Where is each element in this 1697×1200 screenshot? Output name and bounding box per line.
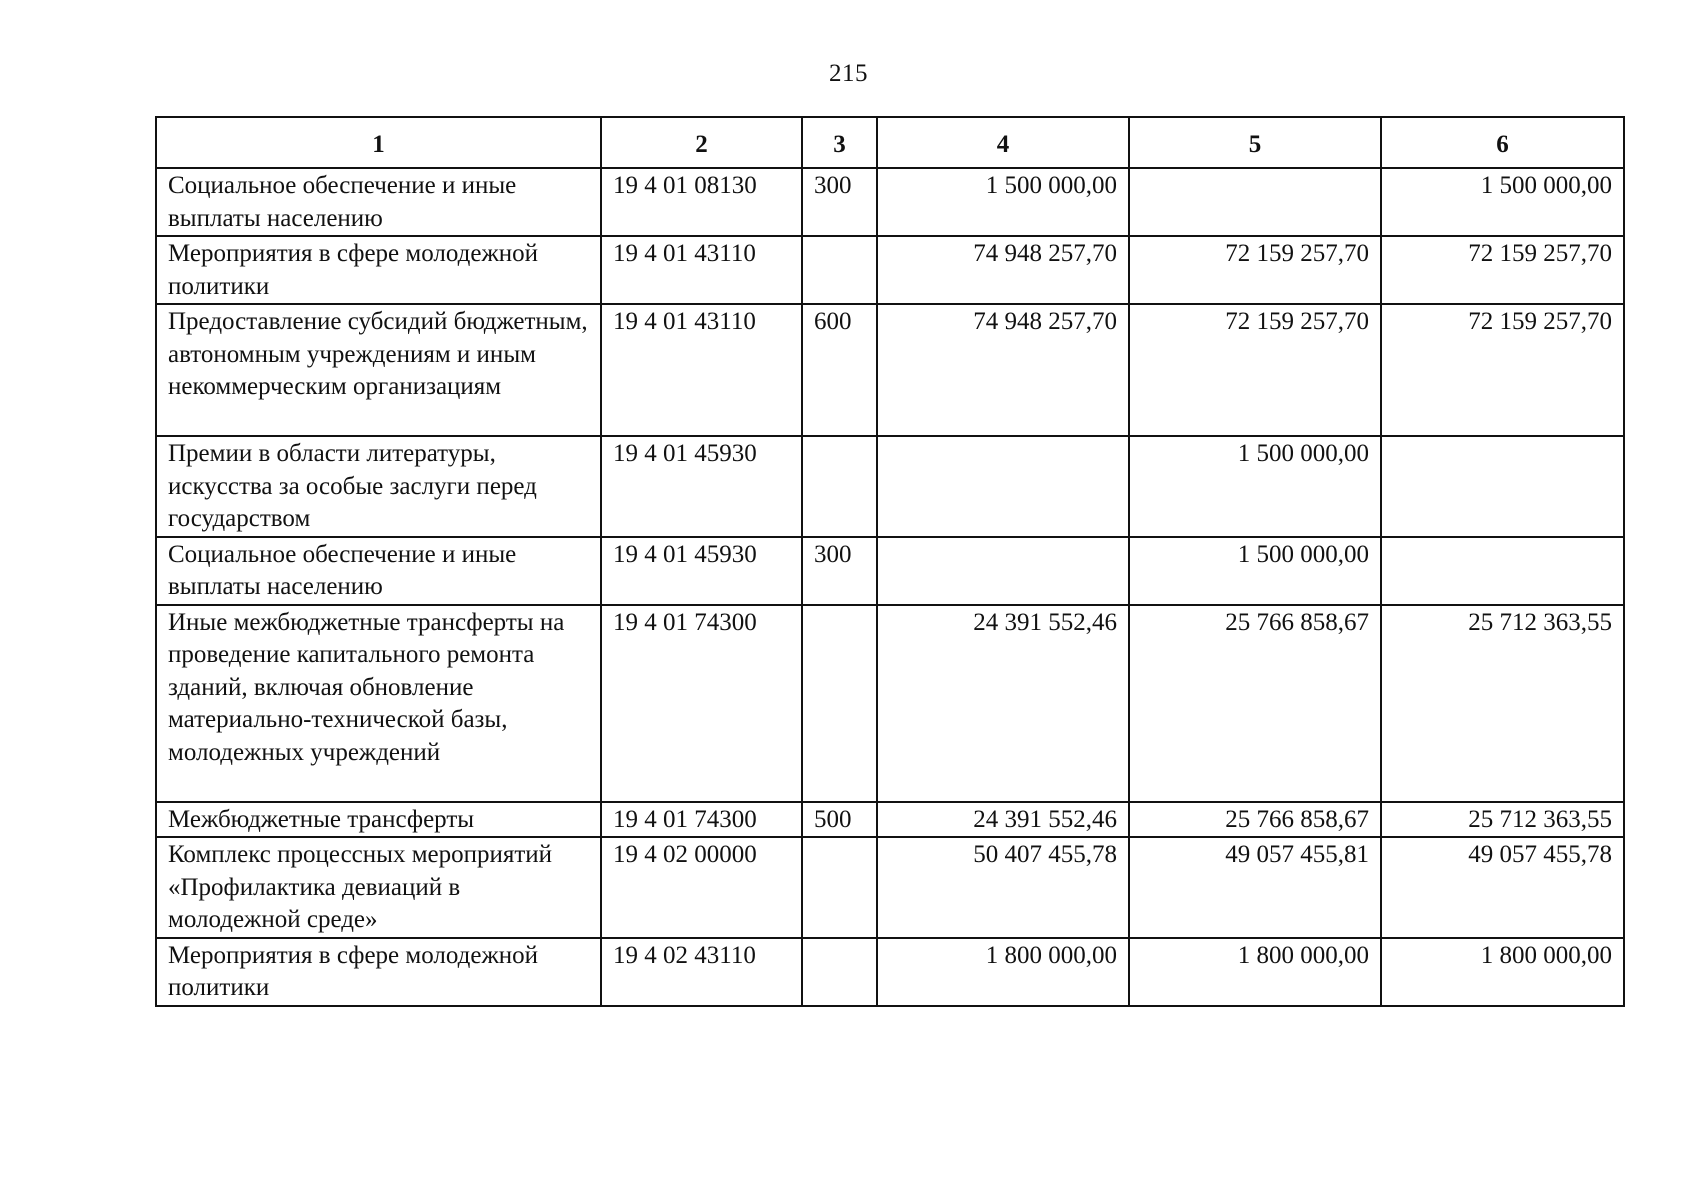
row-name-cell: Мероприятия в сфере молодежной политики (156, 938, 601, 1006)
row-value-4-cell (877, 537, 1129, 605)
row-value-5-cell: 1 800 000,00 (1129, 938, 1381, 1006)
row-code-cell: 19 4 01 43110 (601, 304, 802, 436)
page-number: 215 (829, 60, 868, 87)
row-name-cell: Межбюджетные трансферты (156, 802, 601, 838)
row-value-5-cell: 1 500 000,00 (1129, 537, 1381, 605)
row-type-cell (802, 236, 877, 304)
row-code-cell: 19 4 01 74300 (601, 605, 802, 802)
row-value-6-cell: 72 159 257,70 (1381, 304, 1624, 436)
row-name-cell: Комплекс процессных мероприятий «Профилактика девиаций в молодежной среде» (156, 837, 601, 938)
row-value-4-cell: 24 391 552,46 (877, 605, 1129, 802)
row-value-5-cell: 1 500 000,00 (1129, 436, 1381, 537)
row-value-6-cell (1381, 537, 1624, 605)
table-row (156, 938, 1624, 1006)
column-header-1: 1 (156, 117, 601, 168)
row-value-5-cell: 72 159 257,70 (1129, 236, 1381, 304)
column-header-5: 5 (1129, 117, 1381, 168)
row-type-cell (802, 938, 877, 1006)
row-value-5-cell (1129, 168, 1381, 236)
row-value-6-cell: 1 500 000,00 (1381, 168, 1624, 236)
row-value-4-cell: 74 948 257,70 (877, 304, 1129, 436)
row-code-cell: 19 4 02 00000 (601, 837, 802, 938)
row-value-6-cell: 49 057 455,78 (1381, 837, 1624, 938)
row-name-cell: Социальное обеспечение и иные выплаты населению (156, 168, 601, 236)
row-type-cell: 600 (802, 304, 877, 436)
row-value-5-cell: 25 766 858,67 (1129, 802, 1381, 838)
column-header-4: 4 (877, 117, 1129, 168)
row-name-cell: Иные межбюджетные трансферты на проведение капитального ремонта зданий, включая обновление материально-технической базы, молодежных учреждений (156, 605, 601, 802)
row-code-cell: 19 4 01 08130 (601, 168, 802, 236)
row-value-5-cell: 72 159 257,70 (1129, 304, 1381, 436)
budget-table (155, 116, 1625, 1007)
table-row (156, 802, 1624, 838)
row-name-cell: Социальное обеспечение и иные выплаты населению (156, 537, 601, 605)
row-value-4-cell (877, 436, 1129, 537)
row-value-4-cell: 24 391 552,46 (877, 802, 1129, 838)
row-type-cell (802, 837, 877, 938)
row-type-cell (802, 605, 877, 802)
row-value-4-cell: 50 407 455,78 (877, 837, 1129, 938)
column-header-2: 2 (601, 117, 802, 168)
row-name-cell: Премии в области литературы, искусства за особые заслуги перед государством (156, 436, 601, 537)
table-row (156, 304, 1624, 436)
row-name-cell: Мероприятия в сфере молодежной политики (156, 236, 601, 304)
row-code-cell: 19 4 02 43110 (601, 938, 802, 1006)
table-row (156, 236, 1624, 304)
table-row (156, 605, 1624, 802)
row-code-cell: 19 4 01 45930 (601, 436, 802, 537)
row-value-4-cell: 1 800 000,00 (877, 938, 1129, 1006)
table-row (156, 168, 1624, 236)
row-code-cell: 19 4 01 43110 (601, 236, 802, 304)
row-value-5-cell: 49 057 455,81 (1129, 837, 1381, 938)
column-header-3: 3 (802, 117, 877, 168)
table-row (156, 537, 1624, 605)
row-value-6-cell: 25 712 363,55 (1381, 802, 1624, 838)
table-header-row (156, 117, 1624, 168)
row-name-cell: Предоставление субсидий бюджетным, автономным учреждениям и иным некоммерческим организациям (156, 304, 601, 436)
row-type-cell: 500 (802, 802, 877, 838)
column-header-6: 6 (1381, 117, 1624, 168)
row-value-6-cell: 25 712 363,55 (1381, 605, 1624, 802)
row-value-6-cell (1381, 436, 1624, 537)
row-code-cell: 19 4 01 74300 (601, 802, 802, 838)
table-row (156, 436, 1624, 537)
row-value-4-cell: 74 948 257,70 (877, 236, 1129, 304)
row-code-cell: 19 4 01 45930 (601, 537, 802, 605)
row-value-4-cell: 1 500 000,00 (877, 168, 1129, 236)
row-value-6-cell: 1 800 000,00 (1381, 938, 1624, 1006)
row-value-5-cell: 25 766 858,67 (1129, 605, 1381, 802)
row-type-cell (802, 436, 877, 537)
row-type-cell: 300 (802, 168, 877, 236)
table-row (156, 837, 1624, 938)
row-value-6-cell: 72 159 257,70 (1381, 236, 1624, 304)
row-type-cell: 300 (802, 537, 877, 605)
